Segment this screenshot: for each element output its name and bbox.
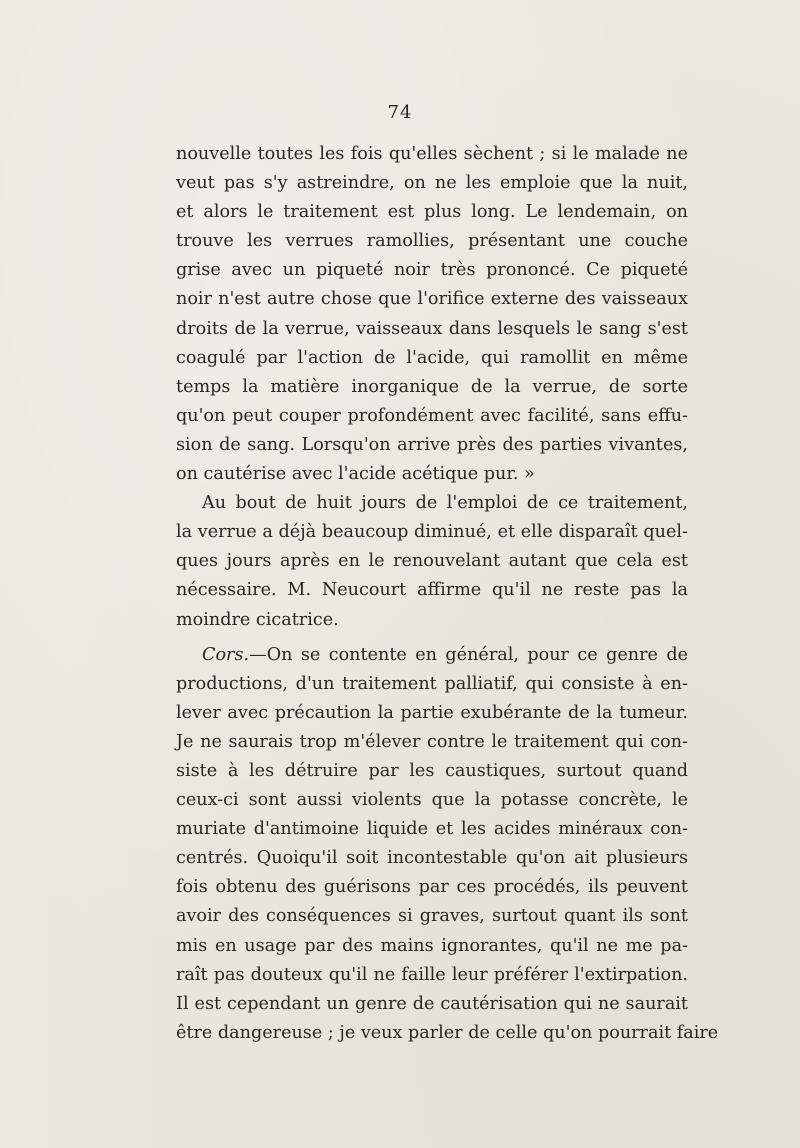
text-line: on cautérise avec l'acide acétique pur. »	[176, 464, 535, 485]
text-line: trouve les verrues ramollies, présentant une couche	[176, 231, 688, 252]
text-line: siste à les détruire par les caustiques, surtout quand	[176, 760, 688, 781]
text-line-rest: —On se contente en général, pour ce genre de	[249, 644, 688, 665]
text-line: Il est cependant un genre de cautérisation qui ne saurait	[176, 993, 688, 1014]
text-line: ques jours après en le renouvelant autant que cela est	[176, 551, 688, 572]
paragraph-3	[176, 641, 719, 1048]
text-line: fois obtenu des guérisons par ces procédés, ils peuvent	[176, 877, 688, 898]
text-line: ceux-ci sont aussi violents que la potasse concrète, le	[176, 790, 688, 811]
text-line: la verrue a déjà beaucoup diminué, et elle disparaît quel-	[176, 522, 688, 543]
paragraph-1	[176, 140, 688, 489]
text-line: sion de sang. Lorsqu'on arrive près des parties vivantes,	[176, 434, 688, 455]
text-line: Au bout de huit jours de l'emploi de ce traitement,	[202, 493, 688, 514]
text-line: veut pas s'y astreindre, on ne les emploie que la nuit,	[176, 173, 688, 194]
text-line: muriate d'antimoine liquide et les acides minéraux con-	[176, 819, 688, 840]
section-heading-cors: Cors.	[202, 644, 250, 665]
text-line: centrés. Quoiqu'il soit incontestable qu'on ait plusieurs	[176, 848, 688, 869]
text-line: nouvelle toutes les fois qu'elles sèchent ; si le malade ne	[176, 144, 688, 164]
text-line: moindre cicatrice.	[176, 609, 339, 630]
text-line: Je ne saurais trop m'élever contre le traitement qui con-	[176, 731, 688, 752]
text-line: et alors le traitement est plus long. Le lendemain, on	[176, 202, 688, 223]
text-line: raît pas douteux qu'il ne faille leur préférer l'extirpation.	[176, 964, 688, 985]
page-number: 74	[387, 102, 413, 123]
text-line: droits de la verrue, vaisseaux dans lesquels le sang s'est	[176, 318, 688, 339]
text-line: temps la matière inorganique de la verrue, de sorte	[176, 376, 688, 397]
text-line	[176, 641, 688, 670]
text-line: mis en usage par des mains ignorantes, qu'il ne me pa-	[176, 935, 688, 956]
text-line: avoir des conséquences si graves, surtout quant ils sont	[176, 906, 688, 927]
text-line: nécessaire. M. Neucourt affirme qu'il ne reste pas la	[176, 580, 688, 601]
text-line: noir n'est autre chose que l'orifice externe des vaisseaux	[176, 289, 688, 310]
text-line: grise avec un piqueté noir très prononcé. Ce piqueté	[176, 260, 688, 281]
text-line: coagulé par l'action de l'acide, qui ramollit en même	[176, 347, 688, 368]
text-line: lever avec précaution la partie exubérante de la tumeur.	[176, 702, 688, 723]
text-line: être dangereuse ; je veux parler de celle qu'on pourrait faire	[176, 1022, 719, 1043]
text-line: productions, d'un traitement palliatif, qui consiste à en-	[176, 673, 688, 694]
body-text	[176, 140, 719, 1048]
text-line: qu'on peut couper profondément avec facilité, sans effu-	[176, 405, 688, 426]
paragraph-2	[176, 489, 688, 634]
